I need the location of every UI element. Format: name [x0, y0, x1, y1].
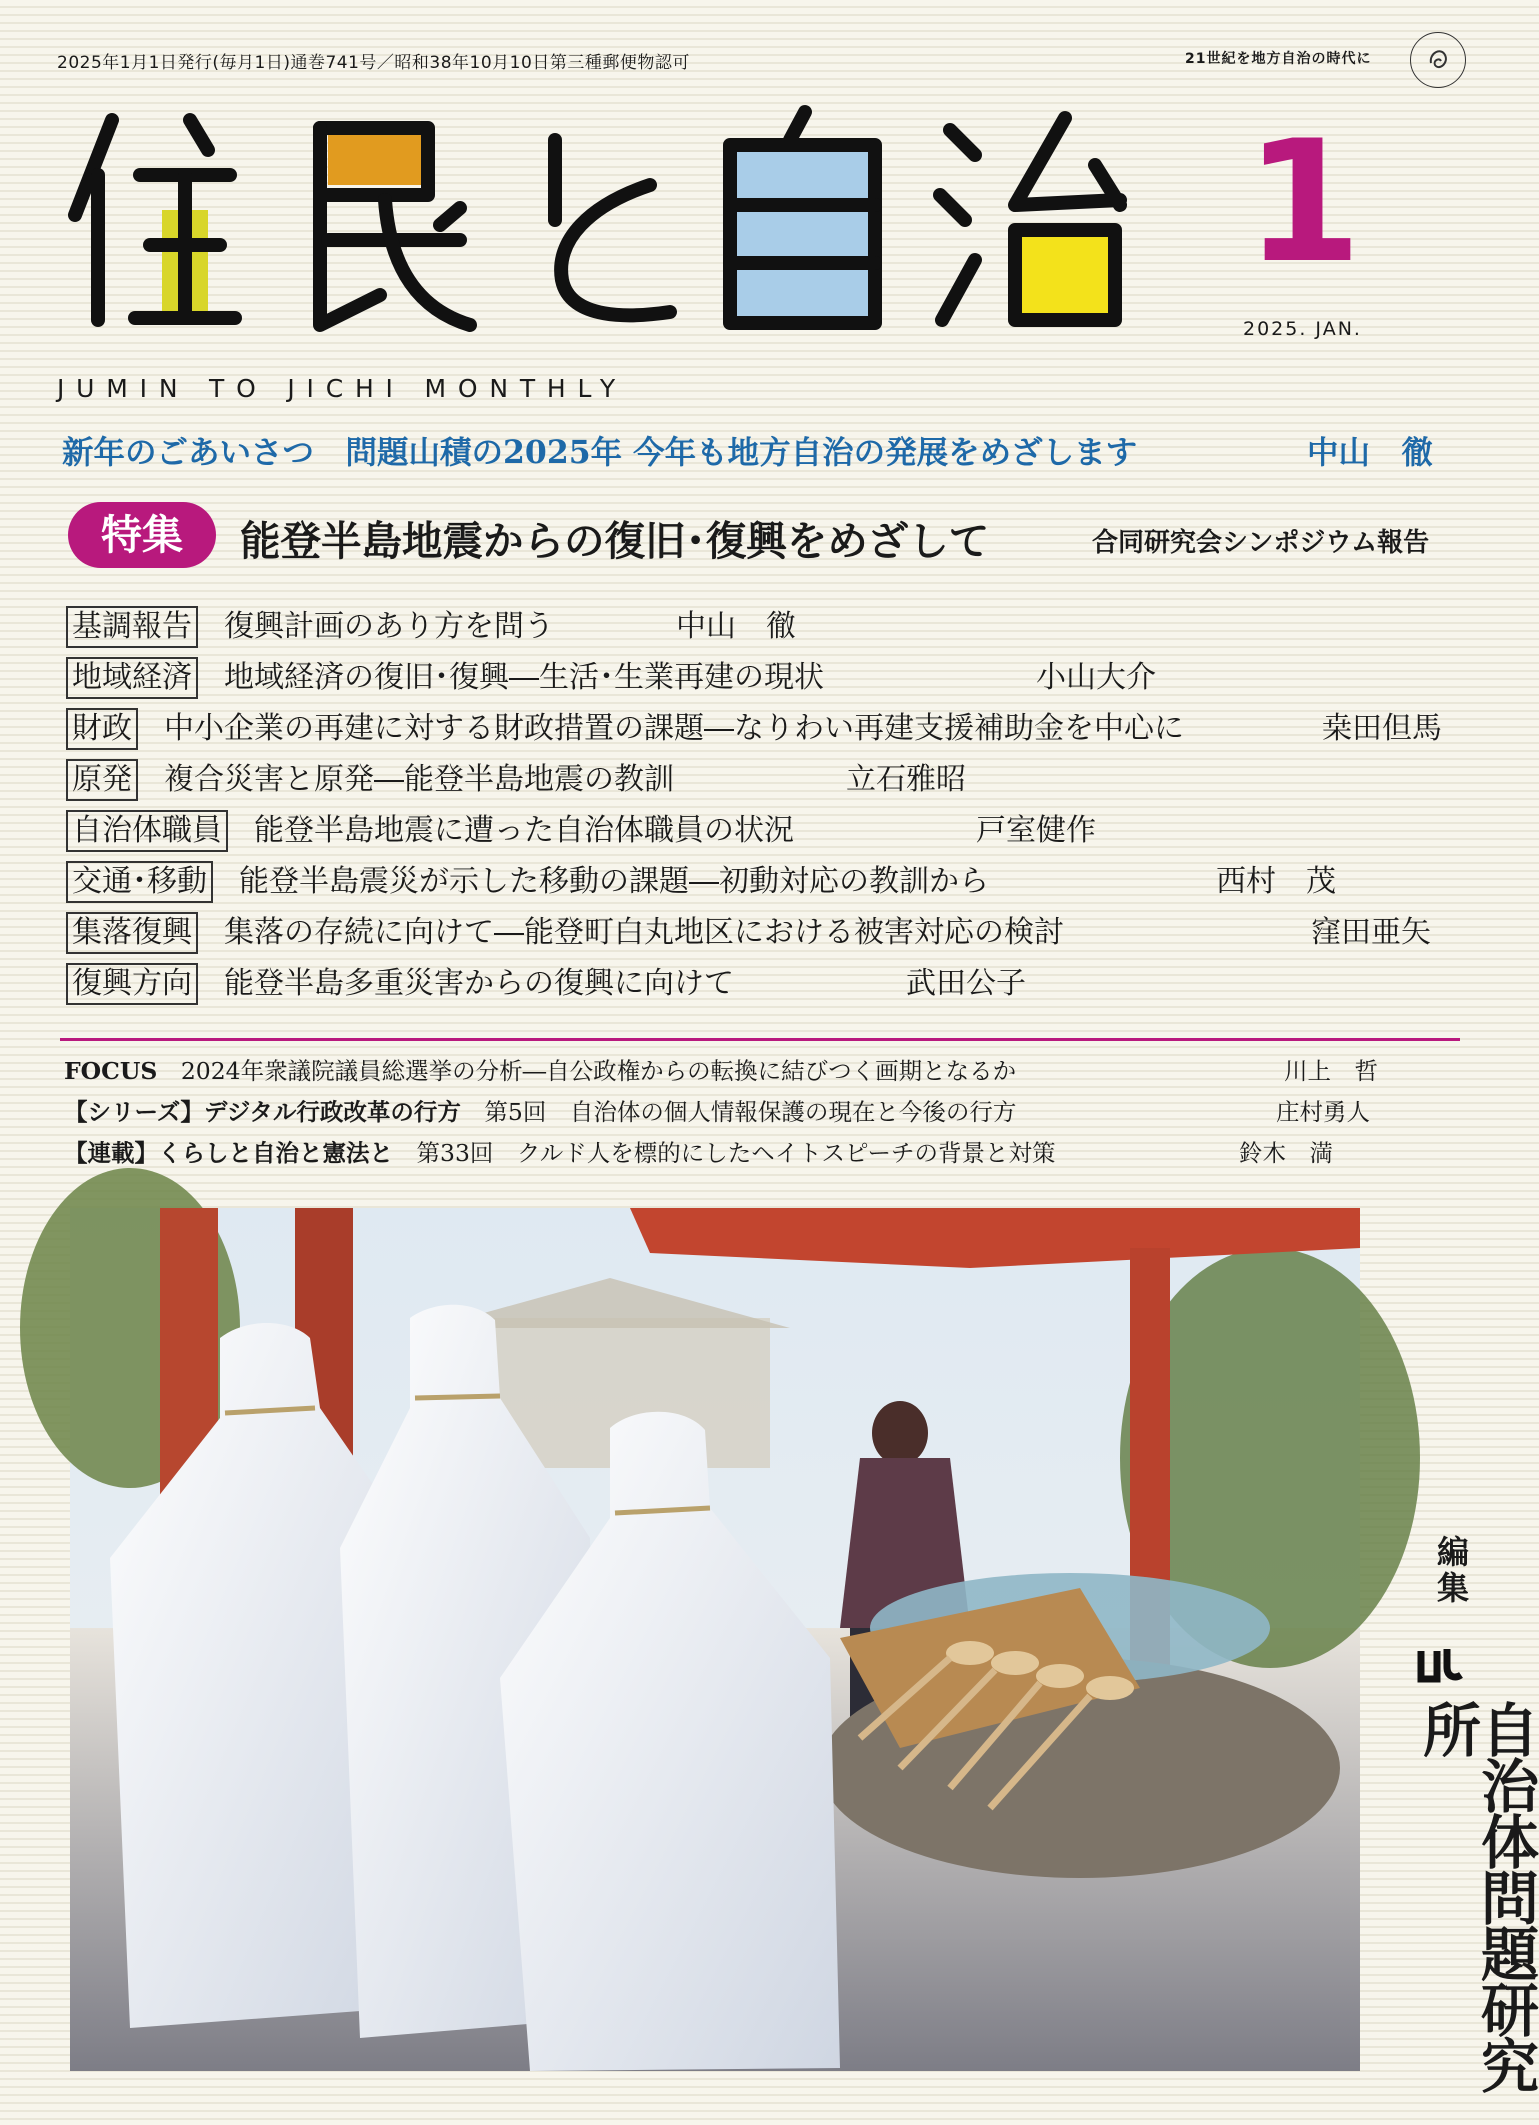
- article-category: 自治体職員: [66, 810, 228, 852]
- article-author: 立石雅昭: [846, 762, 966, 797]
- article-author: 小山大介: [1036, 660, 1156, 695]
- series-item: [64, 1134, 1333, 1168]
- article-item: [66, 912, 1431, 954]
- article-category: 原発: [66, 759, 138, 801]
- greeting-author: 中山 徹: [1307, 434, 1434, 471]
- article-author: 西村 茂: [1216, 864, 1336, 899]
- article-title: 複合災害と原発―能登半島地震の教訓: [164, 762, 674, 797]
- series-lead: 【シリーズ】デジタル行政改革の行方: [64, 1098, 461, 1126]
- publication-info: 2025年1月1日発行(毎月1日)通巻741号／昭和38年10月10日第三種郵便物認可: [57, 53, 690, 73]
- tagline: 21世紀を地方自治の時代に: [1185, 51, 1372, 67]
- feature-subtitle: 合同研究会シンポジウム報告: [1092, 528, 1430, 558]
- article-category: 地域経済: [66, 657, 198, 699]
- article-item: [66, 657, 1156, 699]
- series-author: 鈴木 満: [1239, 1139, 1333, 1167]
- article-title: 集落の存続に向けて―能登町白丸地区における被害対応の検討: [224, 915, 1064, 950]
- series-item: [64, 1052, 1378, 1086]
- article-author: 桒田但馬: [1322, 711, 1442, 746]
- masthead-logo: [50, 100, 1130, 370]
- article-title: 能登半島多重災害からの復興に向けて: [224, 966, 734, 1001]
- publisher-name: 自治体問題研究所: [1413, 1700, 1539, 2092]
- article-title: 能登半島震災が示した移動の課題―初動対応の教訓から: [239, 864, 989, 899]
- series-author: 庄村勇人: [1276, 1098, 1370, 1126]
- series-item: [64, 1093, 1370, 1127]
- article-category: 集落復興: [66, 912, 198, 954]
- new-year-greeting: [62, 428, 1434, 473]
- article-author: 戸室健作: [976, 813, 1096, 848]
- article-item: [66, 606, 796, 648]
- publisher-seal-icon: [1410, 32, 1466, 88]
- masthead-char-min: [320, 128, 470, 325]
- article-title: 能登半島地震に遭った自治体職員の状況: [254, 813, 794, 848]
- english-title: JUMIN TO JICHI MONTHLY: [57, 374, 627, 403]
- feature-badge: 特集: [68, 502, 216, 568]
- cover-photo: [70, 1208, 1360, 2071]
- article-item: [66, 810, 1096, 852]
- masthead-char-chi: [940, 118, 1120, 320]
- section-divider: [60, 1038, 1460, 1041]
- article-title: 復興計画のあり方を問う: [224, 609, 554, 644]
- article-title: 中小企業の再建に対する財政措置の課題―なりわい再建支援補助金を中心に: [164, 711, 1184, 746]
- issue-number: 1: [1245, 104, 1362, 300]
- issue-date: 2025. JAN.: [1243, 318, 1362, 340]
- article-item: [66, 708, 1442, 750]
- greeting-text: 新年のごあいさつ 問題山積の2025年 今年も地方自治の発展をめざします: [62, 434, 1138, 471]
- article-item: [66, 759, 966, 801]
- series-title: 第5回 自治体の個人情報保護の現在と今後の行方: [484, 1098, 1017, 1126]
- series-title: 2024年衆議院議員総選挙の分析―自公政権からの転換に結びつく画期となるか: [180, 1057, 1017, 1085]
- article-category: 復興方向: [66, 963, 198, 1005]
- article-category: 交通･移動: [66, 861, 213, 903]
- article-author: 中山 徹: [676, 609, 796, 644]
- article-item: [66, 861, 1336, 903]
- series-lead: FOCUS: [64, 1057, 158, 1085]
- series-lead: 【連載】くらしと自治と憲法と: [64, 1139, 393, 1167]
- article-item: [66, 963, 1026, 1005]
- feature-title: 能登半島地震からの復旧･復興をめざして: [240, 517, 990, 565]
- article-category: 基調報告: [66, 606, 198, 648]
- article-category: 財政: [66, 708, 138, 750]
- masthead-char-ju: [75, 120, 235, 320]
- masthead-char-ji: [730, 112, 875, 323]
- masthead-char-to: [555, 140, 670, 315]
- article-author: 窪田亜矢: [1311, 915, 1431, 950]
- series-author: 川上 哲: [1284, 1057, 1378, 1085]
- editor-label: 編集: [1432, 1535, 1470, 1607]
- publisher-logo-icon: [1415, 1645, 1465, 1689]
- series-title: 第33回 クルド人を標的にしたヘイトスピーチの背景と対策: [416, 1139, 1056, 1167]
- article-title: 地域経済の復旧･復興―生活･生業再建の現状: [224, 660, 824, 695]
- article-author: 武田公子: [906, 966, 1026, 1001]
